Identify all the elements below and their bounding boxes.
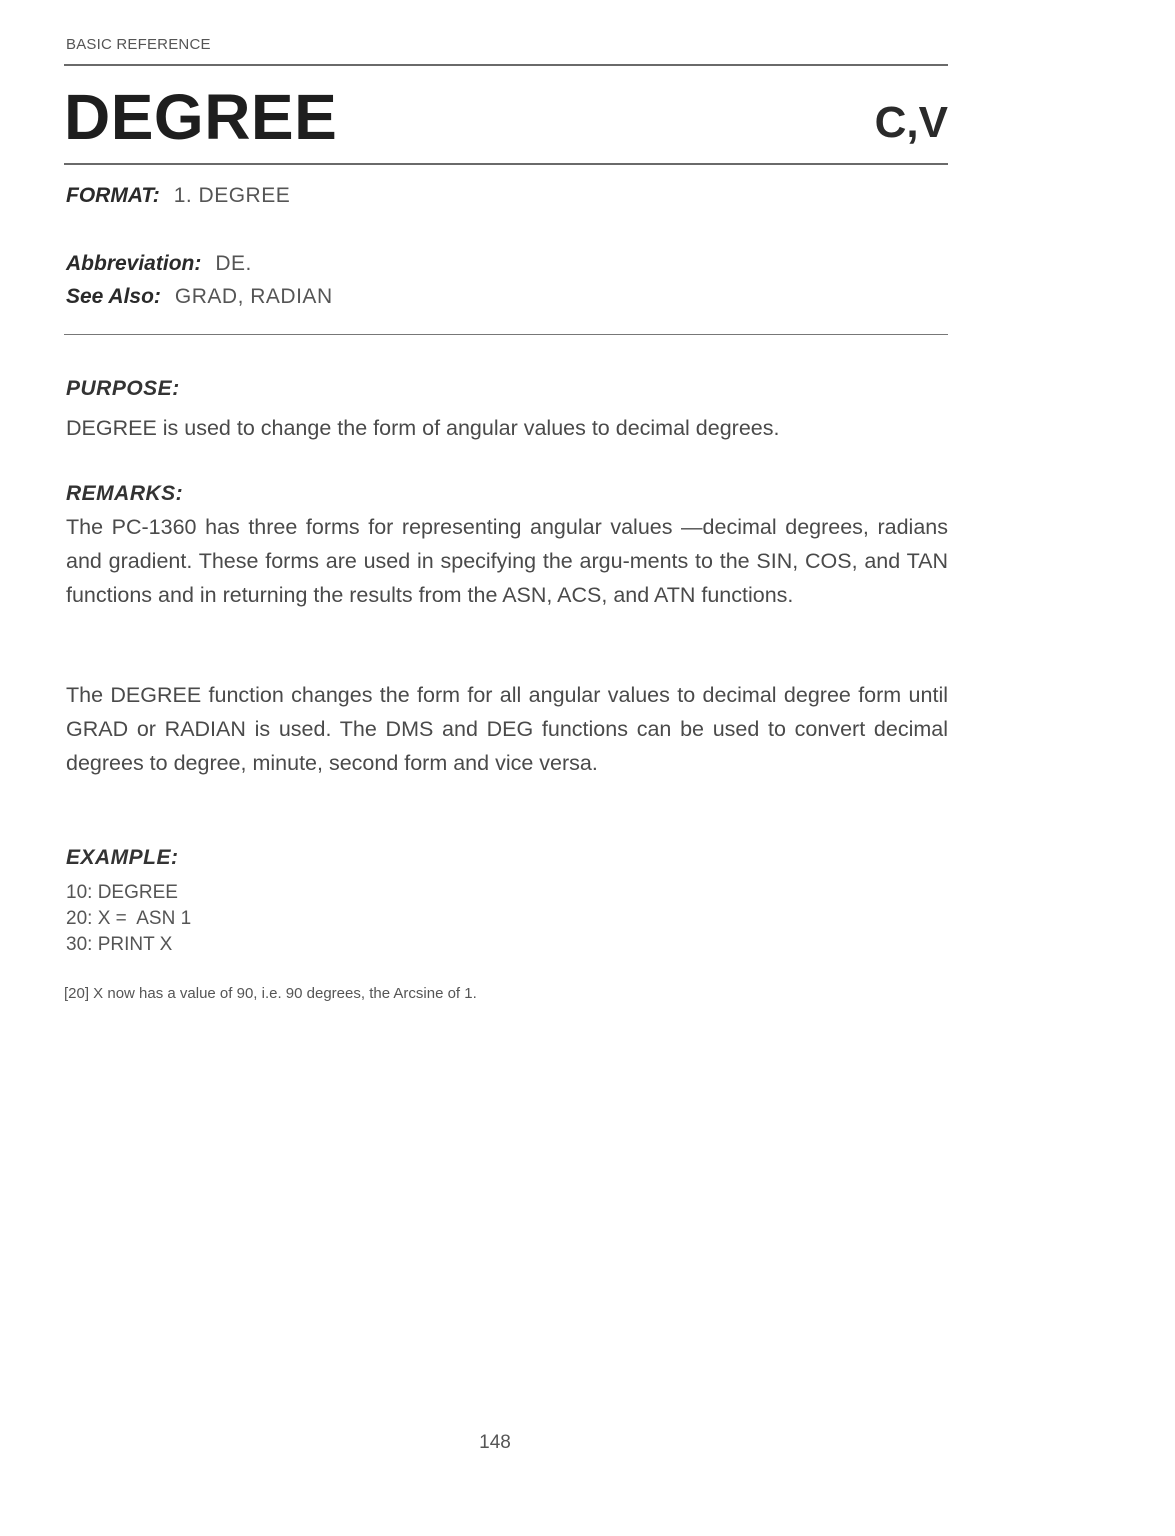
abbreviation-row [66, 252, 252, 276]
remarks-paragraph-1: The PC-1360 has three forms for representing angular values —decimal degrees, radians and gradient. These forms are used in specifying the argu-ments to the SIN, COS, and TAN functions and in returning the results from the ASN, ACS, and ATN functions. [66, 515, 948, 607]
section-rule [64, 334, 948, 335]
example-note: [20] X now has a value of 90, i.e. 90 degrees, the Arcsine of 1. [64, 985, 477, 1002]
code-line: 20: X = ASN 1 [66, 908, 192, 929]
example-heading: EXAMPLE: [66, 846, 179, 869]
abbreviation-value: DE. [215, 252, 252, 275]
page-number: 148 [479, 1432, 511, 1453]
title-rule [64, 163, 948, 165]
purpose-heading: PURPOSE: [66, 377, 180, 400]
format-row [66, 184, 290, 208]
running-head: BASIC REFERENCE [66, 36, 211, 53]
format-value: 1. DEGREE [173, 184, 291, 207]
remarks-paragraph-2: The DEGREE function changes the form for all angular values to decimal degree form until GRAD or RADIAN is used. The DMS and DEG functions can be used to convert decimal degrees to degree, minute, second form and vice versa. [66, 683, 948, 775]
remarks-heading: REMARKS: [66, 482, 184, 505]
see-also-label: See Also: [66, 285, 161, 308]
see-also-value: GRAD, RADIAN [174, 285, 333, 308]
code-line: 30: PRINT X [66, 934, 173, 955]
page-title: DEGREE [64, 81, 338, 153]
see-also-row [66, 285, 333, 309]
mode-indicator: C,V [874, 98, 948, 147]
example-code [66, 880, 191, 958]
purpose-text: DEGREE is used to change the form of angular values to decimal degrees. [66, 416, 780, 440]
abbreviation-label: Abbreviation: [66, 252, 202, 275]
format-label: FORMAT: [66, 184, 160, 207]
code-line: 10: DEGREE [66, 882, 178, 903]
header-rule [64, 64, 948, 66]
